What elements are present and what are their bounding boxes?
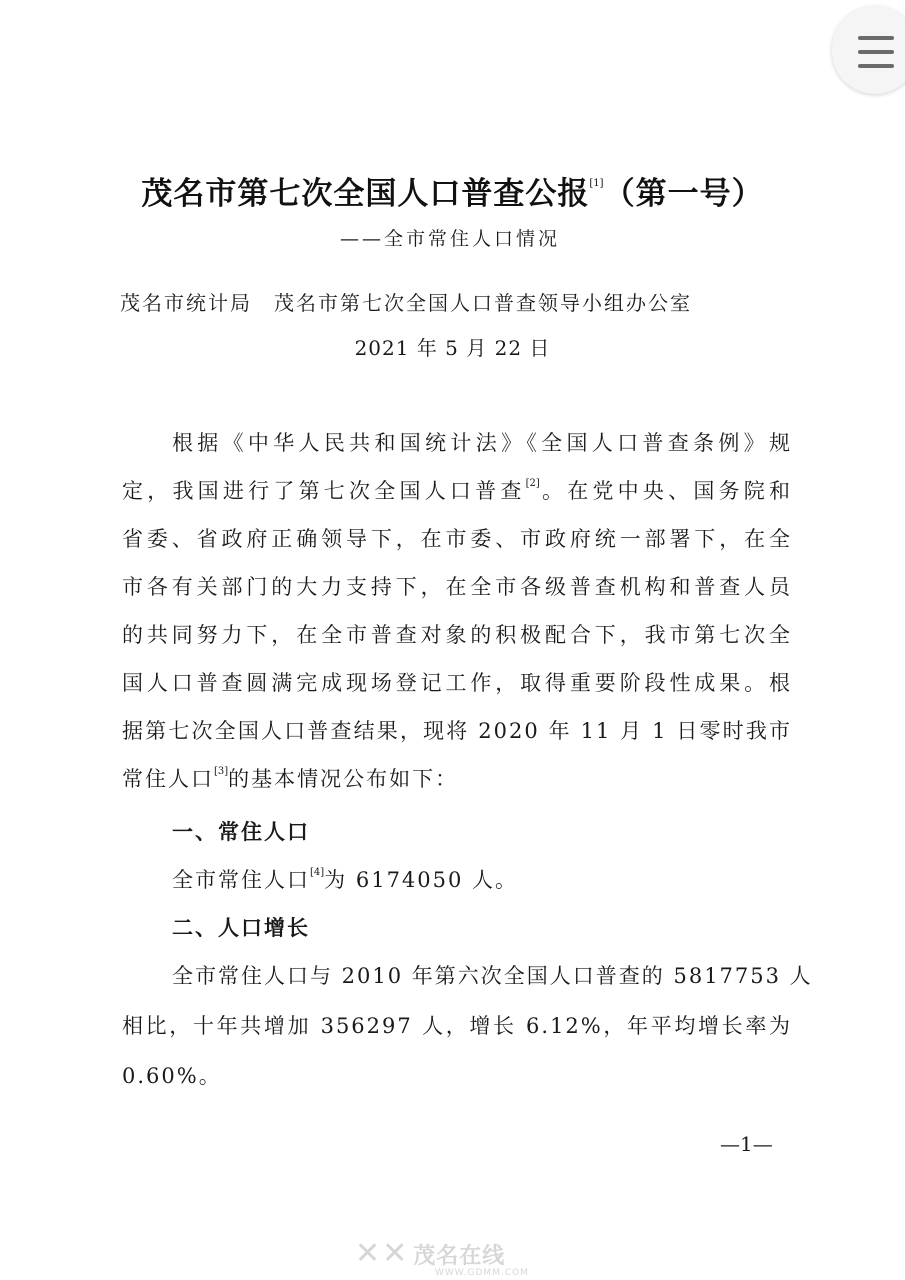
section2-line: 全市常住人口与 2010 年第六次全国人口普查的 5817753 人 [172,964,813,988]
footnote-ref-1[interactable]: [1] [589,178,604,189]
watermark-url: WWW.GDMM.COM [435,1268,529,1278]
section1-text: 全市常住人口[4]为 6174050 人。 [172,867,519,892]
issuer-line: 茂名市统计局 茂名市第七次全国人口普查领导小组办公室 [120,291,692,315]
intro-line: 市各有关部门的大力支持下，在全市各级普查机构和普查人员 [122,575,792,599]
intro-line: 国人口普查圆满完成现场登记工作，取得重要阶段性成果。根 [122,671,792,695]
intro-line: 的共同努力下，在全市普查对象的积极配合下，我市第七次全 [122,623,792,647]
footnote-ref-3[interactable]: [3] [214,766,229,777]
section2-line: 相比，十年共增加 356297 人，增长 6.12%，年平均增长率为 [122,1014,792,1038]
page-number: —1— [720,1132,773,1156]
watermark-logo-icon: ✕✕ [355,1236,410,1271]
document-subtitle: ——全市常住人口情况 [340,228,561,250]
hamburger-menu-icon-bar [858,64,894,68]
intro-line: 省委、省政府正确领导下，在市委、市政府统一部署下，在全 [122,527,792,551]
footnote-ref-2[interactable]: [2] [525,478,540,489]
hamburger-menu-icon-bar [858,50,894,54]
document-title: 茂名市第七次全国人口普查公报[1]（第一号） [141,176,764,212]
section-heading-population-growth: 二、人口增长 [172,916,310,940]
intro-line: 根据《中华人民共和国统计法》《全国人口普查条例》规 [172,431,792,455]
intro-line: 据第七次全国人口普查结果，现将 2020 年 11 月 1 日零时我市 [122,719,792,743]
intro-line: 定，我国进行了第七次全国人口普查[2]。在党中央、国务院和 [122,478,793,503]
watermark-text: 茂名在线 [413,1244,506,1269]
footnote-ref-4[interactable]: [4] [310,867,325,878]
section2-line: 0.60%。 [122,1064,222,1088]
intro-line: 常住人口[3]的基本情况公布如下： [122,766,459,791]
hamburger-menu-icon [858,36,894,40]
publish-date: 2021 年 5 月 22 日 [354,336,551,360]
menu-button[interactable] [832,6,905,94]
site-watermark [355,1236,529,1278]
section-heading-resident-population: 一、常住人口 [172,820,310,844]
